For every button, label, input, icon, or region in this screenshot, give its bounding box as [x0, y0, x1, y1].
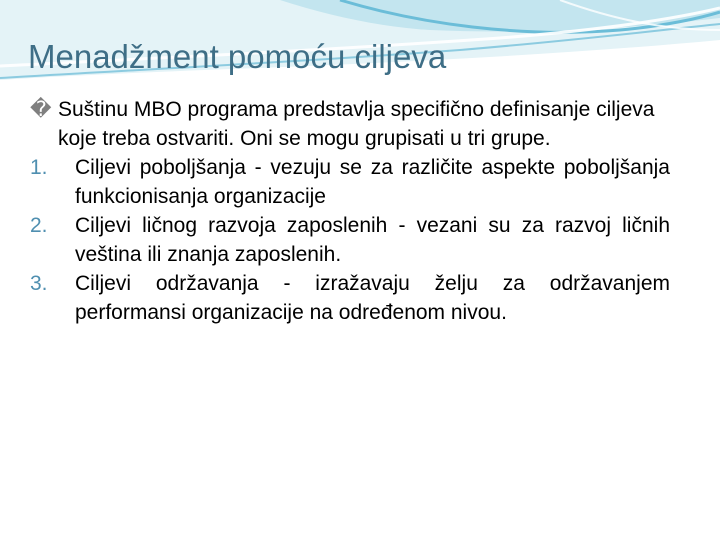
list-number: 3.: [30, 272, 48, 295]
list-number: 2.: [30, 214, 48, 237]
bullet-glyph: �: [30, 98, 52, 121]
intro-paragraph: [30, 95, 670, 153]
intro-text: Suštinu MBO programa predstavlja specifično definisanje ciljeva koje treba ostvariti. Oni se mogu grupisati u tri grupe.: [58, 98, 655, 150]
list-item: [30, 211, 670, 269]
slide-body: [30, 95, 670, 327]
list-item: [30, 269, 670, 327]
list-item-text: Ciljevi ličnog razvoja zaposlenih - vezani su za razvoj ličnih veština ili znanja zaposlenih.: [75, 214, 670, 266]
list-number: 1.: [30, 156, 48, 179]
list-item-text: Ciljevi održavanja - izražavaju želju za održavanjem performansi organizacije na određenom nivou.: [75, 272, 670, 324]
list-item: [30, 153, 670, 211]
slide-title: Menadžment pomoću ciljeva: [28, 38, 447, 75]
list-item-text: Ciljevi poboljšanja - vezuju se za različite aspekte poboljšanja funkcionisanja organizacije: [75, 156, 670, 208]
